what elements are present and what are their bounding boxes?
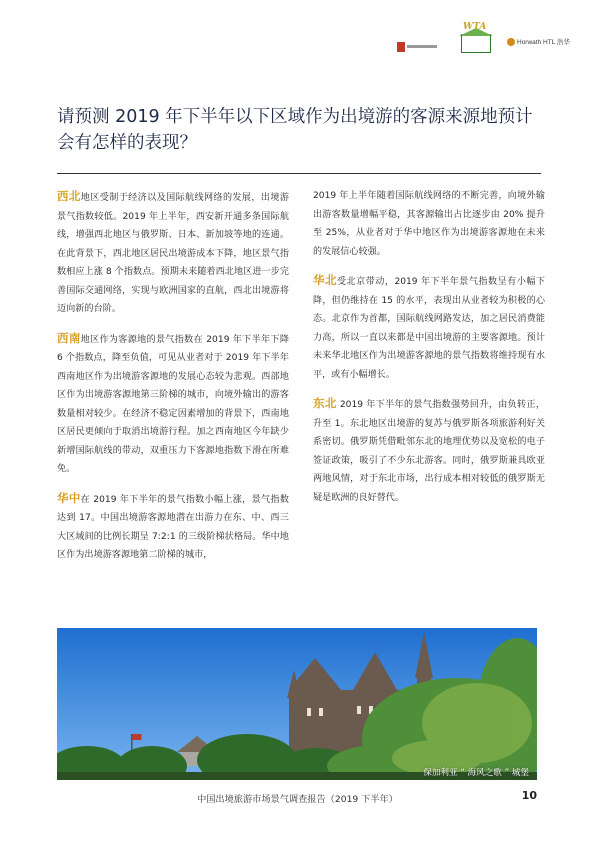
castle-photo bbox=[57, 628, 537, 780]
paragraph-southwest bbox=[57, 329, 289, 479]
title-divider bbox=[57, 173, 541, 174]
paragraph-text: 受北京带动，2019 年下半年景气指数呈有小幅下降，但仍维持在 15 的水平，表现出从业者较为积极的心态。北京作为首都，国际航线网路发达，加之居民消费能力高，所以一直以来都是中国出境游的主要客源地。预计未来华北地区作为出境游客源地的景气指数将维持现有水平，或有小幅增长。 bbox=[313, 277, 545, 380]
paragraph-central bbox=[57, 489, 289, 565]
partner-logo bbox=[397, 38, 437, 54]
region-label: 西南 bbox=[57, 330, 81, 345]
page-title: 请预测 2019 年下半年以下区域作为出境游的客源来源地预计会有怎样的表现？ bbox=[57, 107, 533, 153]
wta-logo-text: WTA bbox=[463, 22, 487, 32]
region-label: 华北 bbox=[313, 273, 337, 287]
footer-report-title: 中国出境旅游市场景气调查报告（2019 下半年） bbox=[197, 794, 398, 805]
paragraph-text: 2019 年上半年随着国际航线网络的不断完善，向境外输出游客数量增幅平稳，其客源输出占比逐步由 20% 提升至 25%，从业者对于华中地区作为出境游客源地在未来的发展信心较强。 bbox=[313, 191, 545, 257]
paragraph-text: 地区受制于经济以及国际航线网络的发展，出境游景气指数较低。2019 年上半年，西安新开通多条国际航线，增强西北地区与俄罗斯、日本、新加坡等地的连通。在此背景下，西北地区居民出境游成本下降，地区景气指数相应上涨 8 个指数点。预期未来随着西北地区进一步完善国际交通网络，实现与欧洲国家的直航，西北出境游将迈向新的台阶。 bbox=[57, 193, 289, 314]
page-number: 10 bbox=[521, 789, 537, 802]
region-label: 西北 bbox=[57, 189, 81, 203]
region-label: 东北 bbox=[313, 396, 337, 410]
horwath-logo-text: Horwath HTL 浩华 bbox=[517, 39, 570, 46]
header-logos bbox=[387, 20, 577, 60]
paragraph-text: 2019 年下半年的景气指数强势回升，由负转正，升至 1。东北地区出境游的复苏与俄罗斯各项旅游利好关系密切。俄罗斯凭借毗邻东北的地理优势以及宽松的电子签证政策，吸引了不少东北游客。同时，俄罗斯兼具欧亚两地风情，对于东北市场，出行成本相对较低的俄罗斯无疑是欧洲的良好替代。 bbox=[313, 400, 545, 503]
paragraph-text: 在 2019 年下半年的景气指数小幅上涨，景气指数达到 17。中国出境游客源地潜在出游力在东、中、西三大区域间的比例长期呈 7:2:1 的三级阶梯状格局。华中地区作为出境游客源地第二阶梯的城市， bbox=[57, 494, 289, 560]
right-column bbox=[313, 187, 545, 517]
paragraph-central-cont bbox=[313, 187, 545, 261]
wta-logo bbox=[457, 20, 497, 54]
horwath-mark-icon bbox=[507, 38, 515, 46]
paragraph-northeast bbox=[313, 394, 545, 507]
paragraph-text: 地区作为客源地的景气指数在 2019 年下半年下降 6 个指数点，降至负值，可见从业者对于 2019 年下半年西南地区作为出境游客源地的发展心态较为悲观。西部地区作为出境游客源地第三阶梯的城市，向境外输出的游客数量相对较少。在经济不稳定因素增加的背景下，西南地区居民更倾向于取消出境游行程。加之西南地区今年缺少新增国际航线的带动，双重压力下客源地指数下滑在所难免。 bbox=[57, 334, 289, 474]
horwath-logo bbox=[507, 37, 570, 46]
paragraph-north bbox=[313, 271, 545, 384]
castle-illustration bbox=[57, 628, 537, 780]
left-column bbox=[57, 187, 289, 575]
region-label: 华中 bbox=[57, 490, 81, 505]
paragraph-northwest bbox=[57, 187, 289, 319]
photo-caption: 保加利亚 “ 海风之歌 ” 城堡 bbox=[423, 768, 529, 778]
